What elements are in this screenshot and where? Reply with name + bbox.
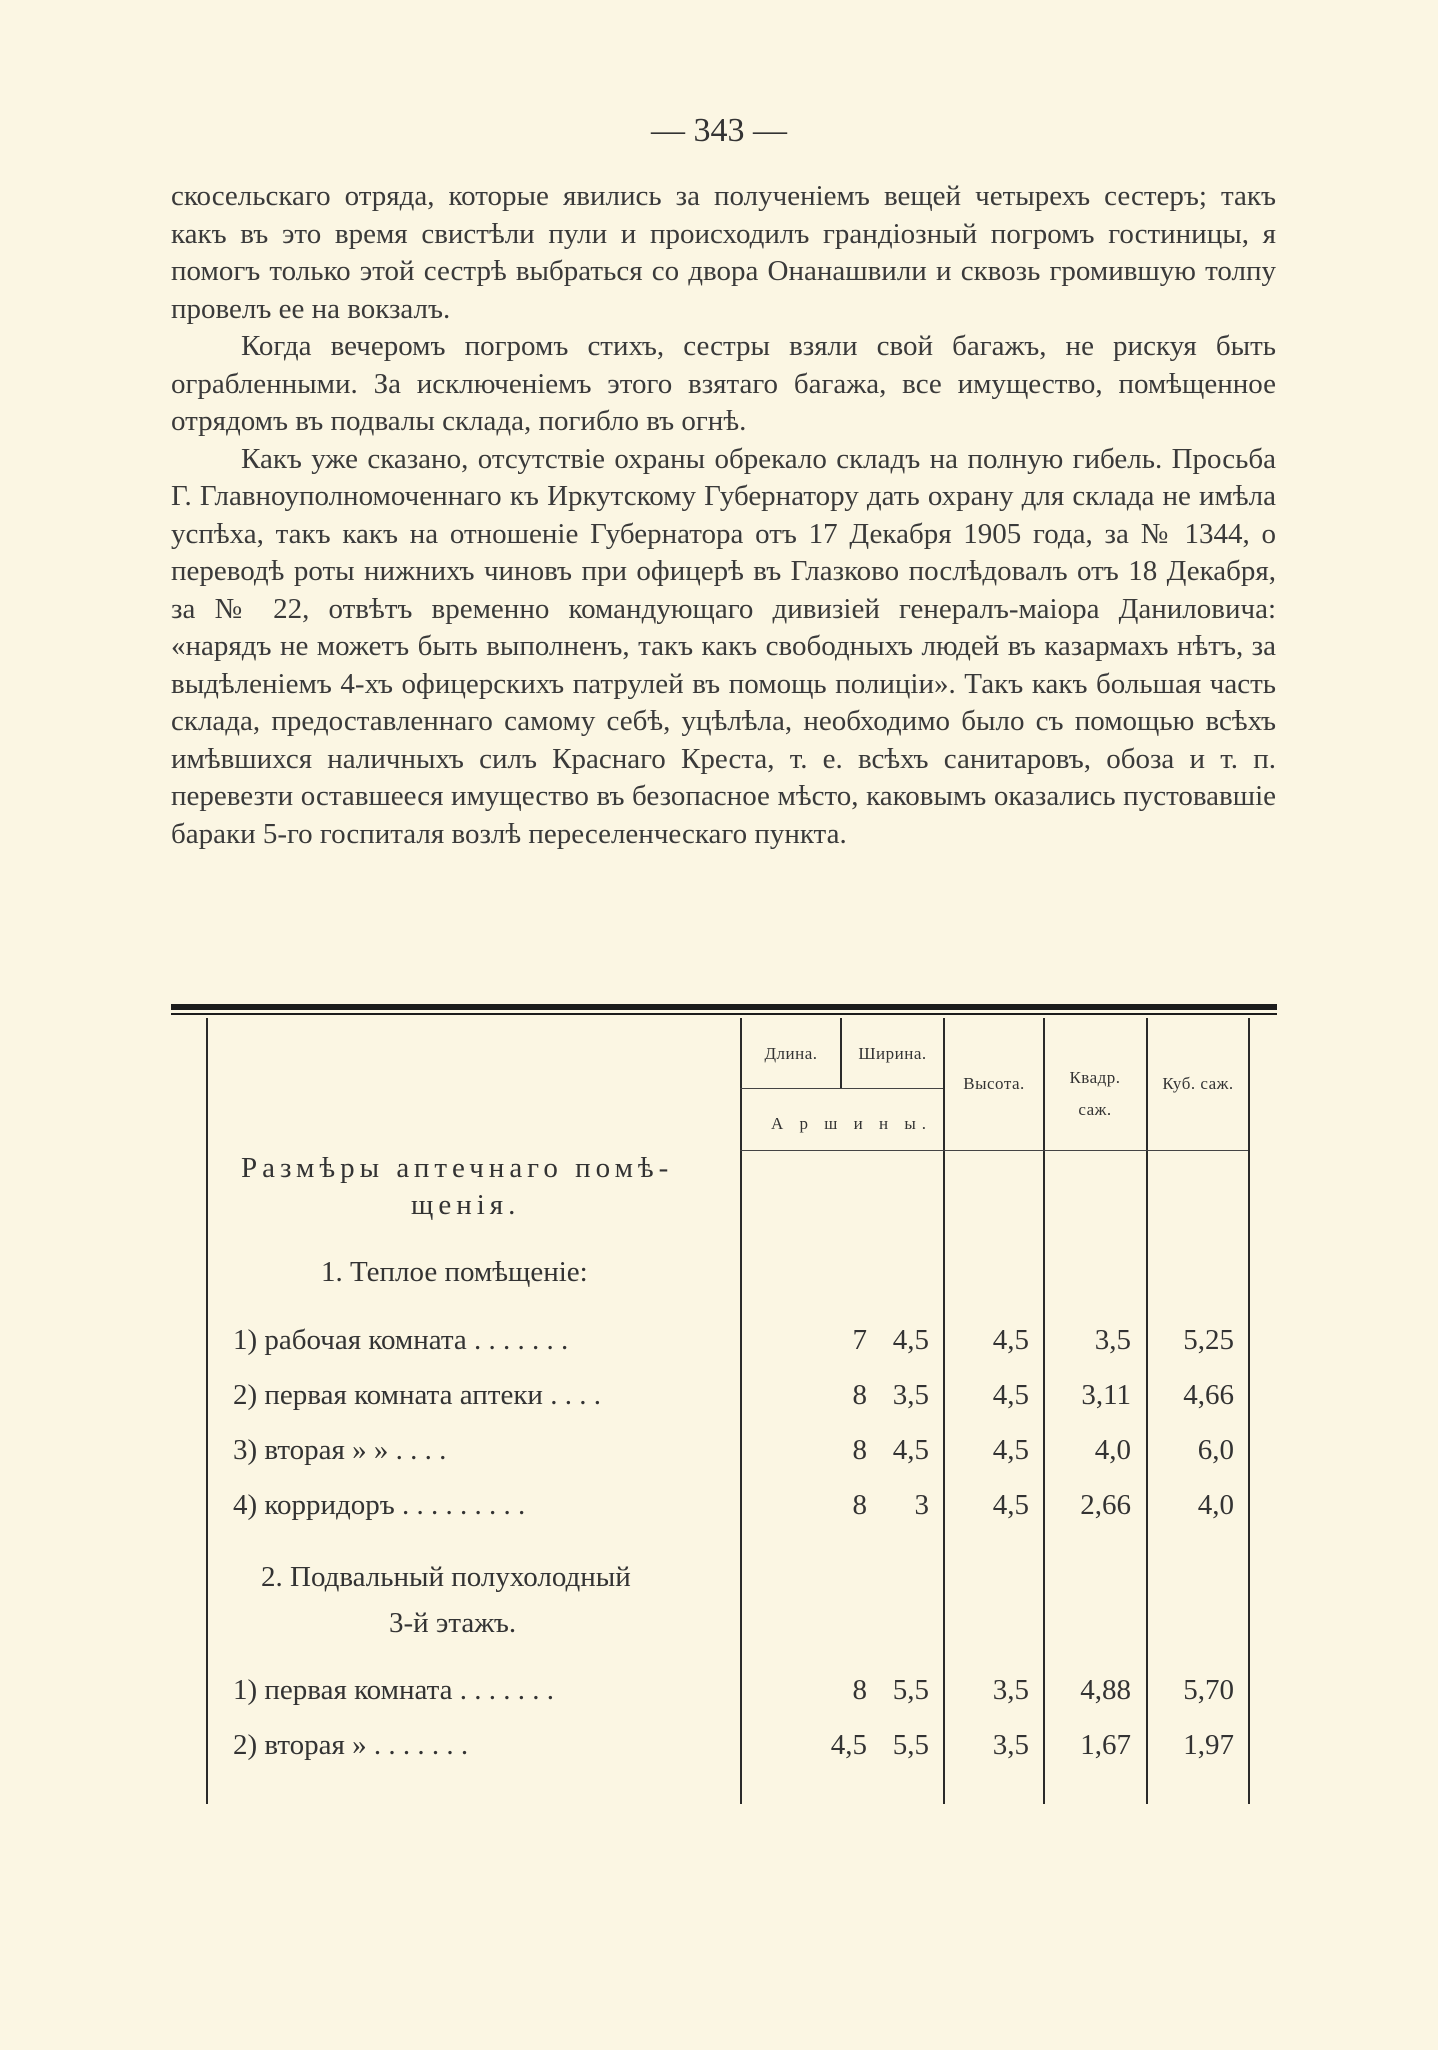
cell-sq: 3,11 <box>1081 1379 1131 1411</box>
cell-sq: 3,5 <box>1094 1324 1131 1356</box>
table-divider <box>740 1018 742 1804</box>
cell-height: 4,5 <box>992 1434 1029 1466</box>
cell-length: 4,5 <box>830 1729 867 1761</box>
row-label: 2) первая комната аптеки . . . . <box>233 1379 601 1411</box>
cell-cub: 5,25 <box>1183 1324 1234 1356</box>
cell-width: 5,5 <box>892 1729 929 1761</box>
cell-width: 4,5 <box>892 1434 929 1466</box>
cell-cub: 6,0 <box>1197 1434 1234 1466</box>
cell-width: 3 <box>914 1489 929 1521</box>
header-rule <box>740 1150 1248 1151</box>
cell-height: 4,5 <box>992 1379 1029 1411</box>
section-heading: 3-й этажъ. <box>389 1607 517 1639</box>
cell-sq: 4,0 <box>1094 1434 1131 1466</box>
header-height: Высота. <box>963 1074 1025 1093</box>
row-label: 1) первая комната . . . . . . . <box>233 1674 555 1706</box>
table-title: щенія. <box>411 1189 521 1221</box>
page-number: — 343 — <box>651 112 787 149</box>
header-width: Ширина. <box>858 1044 927 1063</box>
body-text <box>171 178 1276 853</box>
table-left-border <box>206 1018 208 1804</box>
cell-cub: 4,66 <box>1183 1379 1234 1411</box>
table-title: Размѣры аптечнаго помѣ- <box>241 1152 674 1184</box>
cell-height: 4,5 <box>992 1489 1029 1521</box>
cell-length: 8 <box>852 1379 867 1411</box>
cell-width: 4,5 <box>892 1324 929 1356</box>
cell-sq: 4,88 <box>1080 1674 1131 1706</box>
table-top-rule <box>171 1004 1277 1010</box>
paragraph: Какъ уже сказано, отсутствіе охраны обрекало складъ на полную гибель. Просьба Г. Главноуполномоченнаго къ Иркутскому Губернатору дать охрану для склада не имѣла успѣха, такъ какъ на отношеніе Губернатора отъ 17 Декабря 1905 года, за № 1344, о переводѣ роты нижнихъ чиновъ при офицерѣ въ Глазково послѣдовалъ отъ 18 Декабря, за № 22, отвѣтъ временно командующаго дивизіей генералъ-маіора Даниловича: «нарядъ не можетъ быть выполненъ, такъ какъ свободныхъ людей въ казармахъ нѣтъ, за выдѣленіемъ 4-хъ офицерскихъ патрулей въ помощь полиціи». Такъ какъ большая часть склада, предоставленнаго самому себѣ, уцѣлѣла, необходимо было съ помощью всѣхъ имѣвшихся наличныхъ силъ Краснаго Креста, т. е. всѣхъ санитаровъ, обоза и т. п. перевезти оставшееся имущество въ безопасное мѣсто, каковымъ оказались пустовавшіе бараки 5-го госпиталя возлѣ переселенческаго пункта. <box>171 442 1276 850</box>
header-arshiny: А р ш и н ы. <box>771 1114 932 1133</box>
cell-length: 8 <box>852 1434 867 1466</box>
paragraph: Когда вечеромъ погромъ стихъ, сестры взяли свой багажъ, не рискуя быть ограбленными. За исключеніемъ этого взятаго багажа, все имущество, помѣщенное отрядомъ въ подвалы склада, погибло въ огнѣ. <box>171 330 1276 437</box>
cell-height: 4,5 <box>992 1324 1029 1356</box>
header-rule <box>740 1088 943 1089</box>
cell-height: 3,5 <box>992 1674 1029 1706</box>
row-label: 3) вторая » » . . . . <box>233 1434 447 1466</box>
cell-cub: 4,0 <box>1197 1489 1234 1521</box>
row-label: 2) вторая » . . . . . . . <box>233 1729 469 1761</box>
header-square-sazhen: Квадр. саж. <box>1069 1068 1121 1119</box>
section-heading: 2. Подвальный полухолодный <box>261 1561 631 1593</box>
cell-length: 8 <box>852 1489 867 1521</box>
cell-length: 7 <box>852 1324 867 1356</box>
cell-cub: 5,70 <box>1183 1674 1234 1706</box>
cell-cub: 1,97 <box>1183 1729 1234 1761</box>
cell-height: 3,5 <box>992 1729 1029 1761</box>
paragraph: скосельскаго отряда, которые явились за полученіемъ вещей четырехъ сестеръ; такъ какъ въ это время свистѣли пули и происходилъ грандіозный погромъ гостиницы, я помогъ только этой сестрѣ выбраться со двора Онанашвили и сквозь громившую толпу провелъ ее на вокзалъ. <box>171 180 1276 325</box>
header-length: Длина. <box>764 1044 818 1063</box>
section-heading: 1. Теплое помѣщеніе: <box>321 1256 588 1288</box>
cell-width: 3,5 <box>892 1379 929 1411</box>
header-cubic-sazhen: Куб. саж. <box>1162 1074 1234 1093</box>
table-top-rule-thin <box>171 1013 1277 1015</box>
dimensions-table <box>171 1004 1277 1804</box>
row-label: 4) корридоръ . . . . . . . . . <box>233 1489 526 1521</box>
row-label: 1) рабочая комната . . . . . . . <box>233 1324 569 1356</box>
cell-sq: 1,67 <box>1080 1729 1131 1761</box>
table-right-border <box>1248 1018 1250 1804</box>
cell-sq: 2,66 <box>1080 1489 1131 1521</box>
cell-width: 5,5 <box>892 1674 929 1706</box>
cell-length: 8 <box>852 1674 867 1706</box>
